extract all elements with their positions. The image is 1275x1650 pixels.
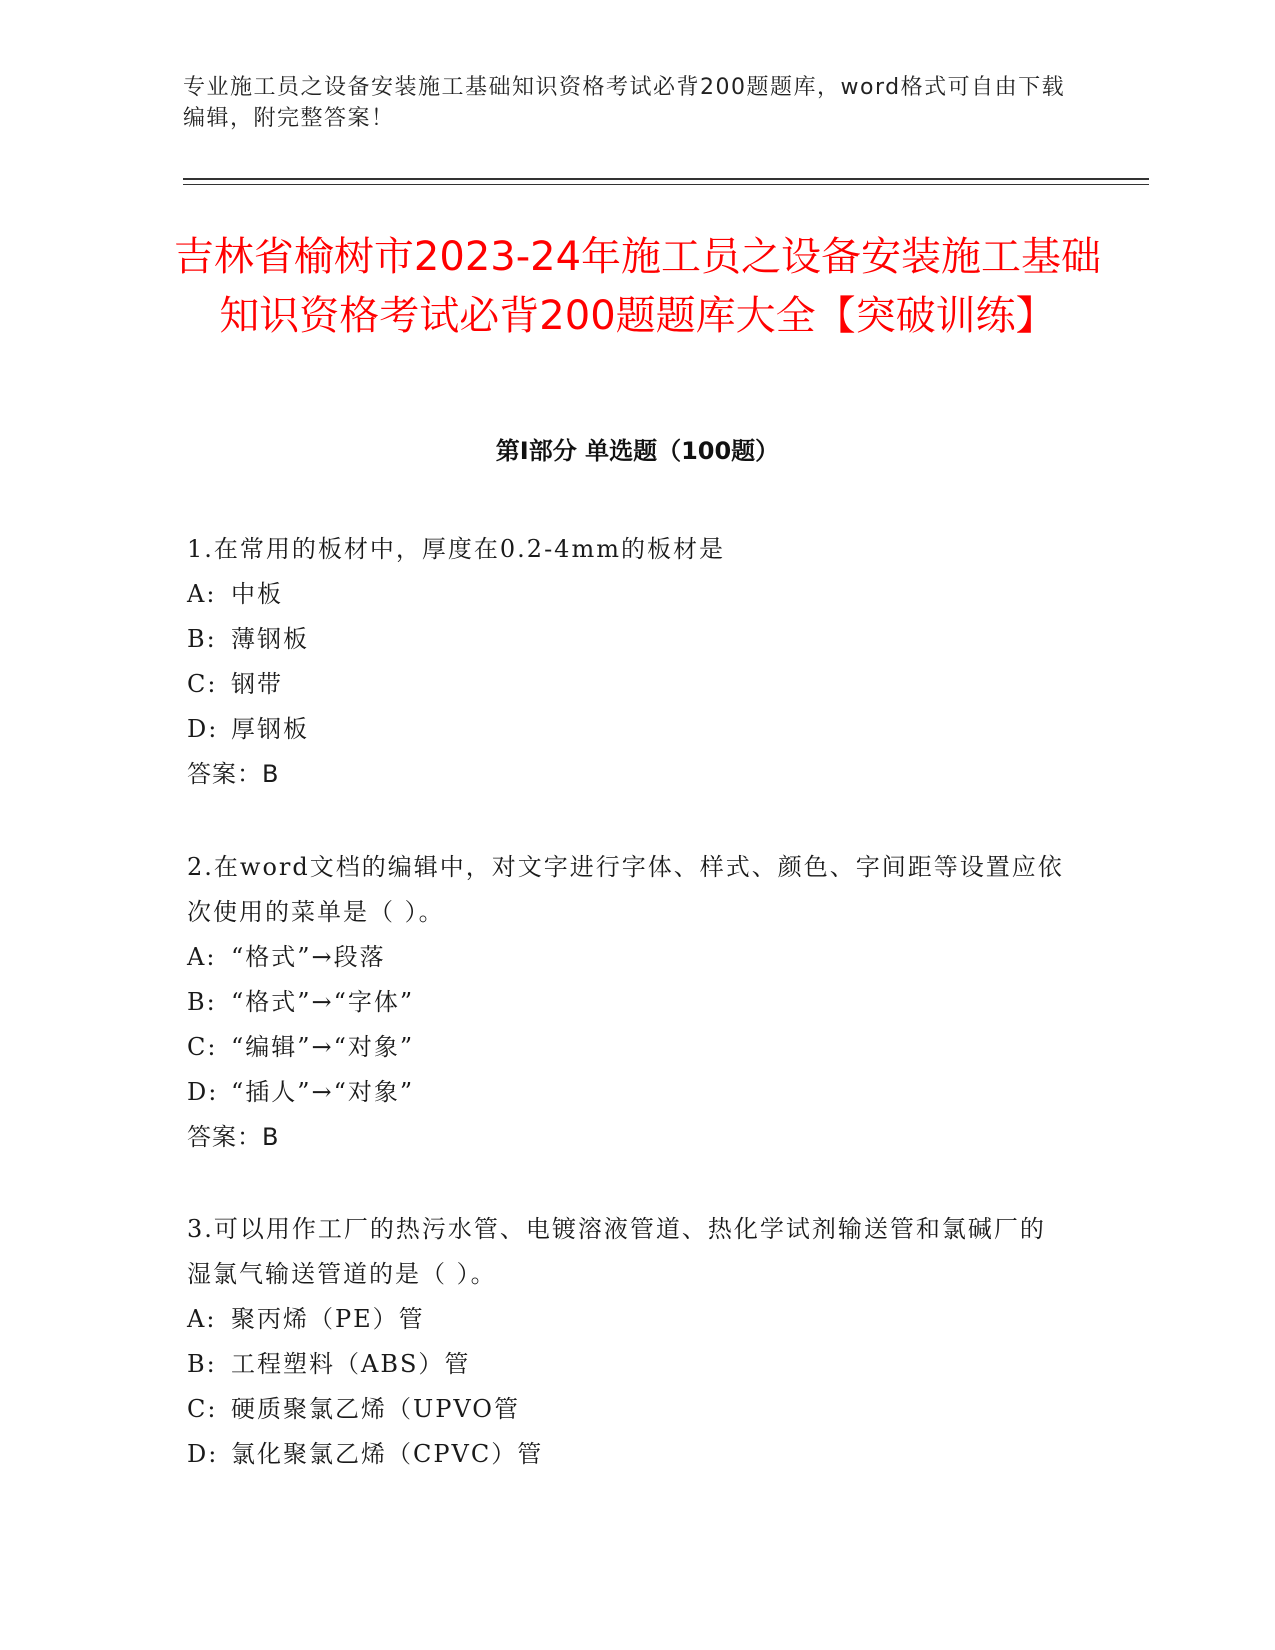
option-text: 钢带 [231,670,283,698]
option-text: “插人”→“对象” [231,1078,415,1106]
answer: 答案：B [187,1123,280,1151]
option-d [187,1070,1067,1115]
option-label: D: [187,1440,219,1468]
question-1 [187,527,1067,797]
option-text: 工程塑料（ABS）管 [231,1350,471,1378]
question-3 [187,1207,1067,1477]
option-label: B: [187,988,217,1016]
option-label: D: [187,1078,219,1106]
option-label: C: [187,670,218,698]
option-text: 硬质聚氯乙烯（UPVO管 [231,1395,520,1423]
question-2 [187,845,1067,1160]
option-d [187,1432,1067,1477]
section-title: 第I部分 单选题（100题） [495,437,780,465]
option-label: B: [187,1350,217,1378]
option-label: A: [187,1305,217,1333]
option-b [187,617,1067,662]
option-text: 薄钢板 [231,625,309,653]
header-note: 专业施工员之设备安装施工基础知识资格考试必背200题题库，word格式可自由下载编辑，附完整答案！ [183,75,1066,131]
question-stem: 2.在word文档的编辑中，对文字进行字体、样式、颜色、字间距等设置应依次使用的菜单是（ ）。 [187,853,1064,926]
option-d [187,707,1067,752]
option-a [187,1297,1067,1342]
option-b [187,1342,1067,1387]
option-label: C: [187,1033,218,1061]
question-stem: 1.在常用的板材中，厚度在0.2-4mm的板材是 [187,535,725,563]
option-c [187,1025,1067,1070]
option-a [187,572,1067,617]
header-rule-thin [183,184,1149,185]
question-stem: 3.可以用作工厂的热污水管、电镀溶液管道、热化学试剂输送管和氯碱厂的湿氯气输送管道的是（ ）。 [187,1215,1046,1288]
option-b [187,980,1067,1025]
document-title: 吉林省榆树市2023-24年施工员之设备安装施工基础知识资格考试必背200题题库大全【突破训练】 [173,234,1102,339]
header-rule-thick [183,178,1149,180]
option-label: D: [187,715,219,743]
option-a [187,935,1067,980]
option-text: 聚丙烯（PE）管 [231,1305,425,1333]
option-text: 厚钢板 [231,715,309,743]
option-text: “格式”→“字体” [231,988,415,1016]
option-c [187,1387,1067,1432]
option-label: A: [187,580,217,608]
option-label: B: [187,625,217,653]
option-c [187,662,1067,707]
option-text: “编辑”→“对象” [231,1033,415,1061]
answer: 答案：B [187,760,280,788]
option-label: C: [187,1395,218,1423]
option-text: 中板 [231,580,283,608]
option-label: A: [187,943,217,971]
option-text: 氯化聚氯乙烯（CPVC）管 [231,1440,544,1468]
option-text: “格式”→段落 [231,943,386,971]
